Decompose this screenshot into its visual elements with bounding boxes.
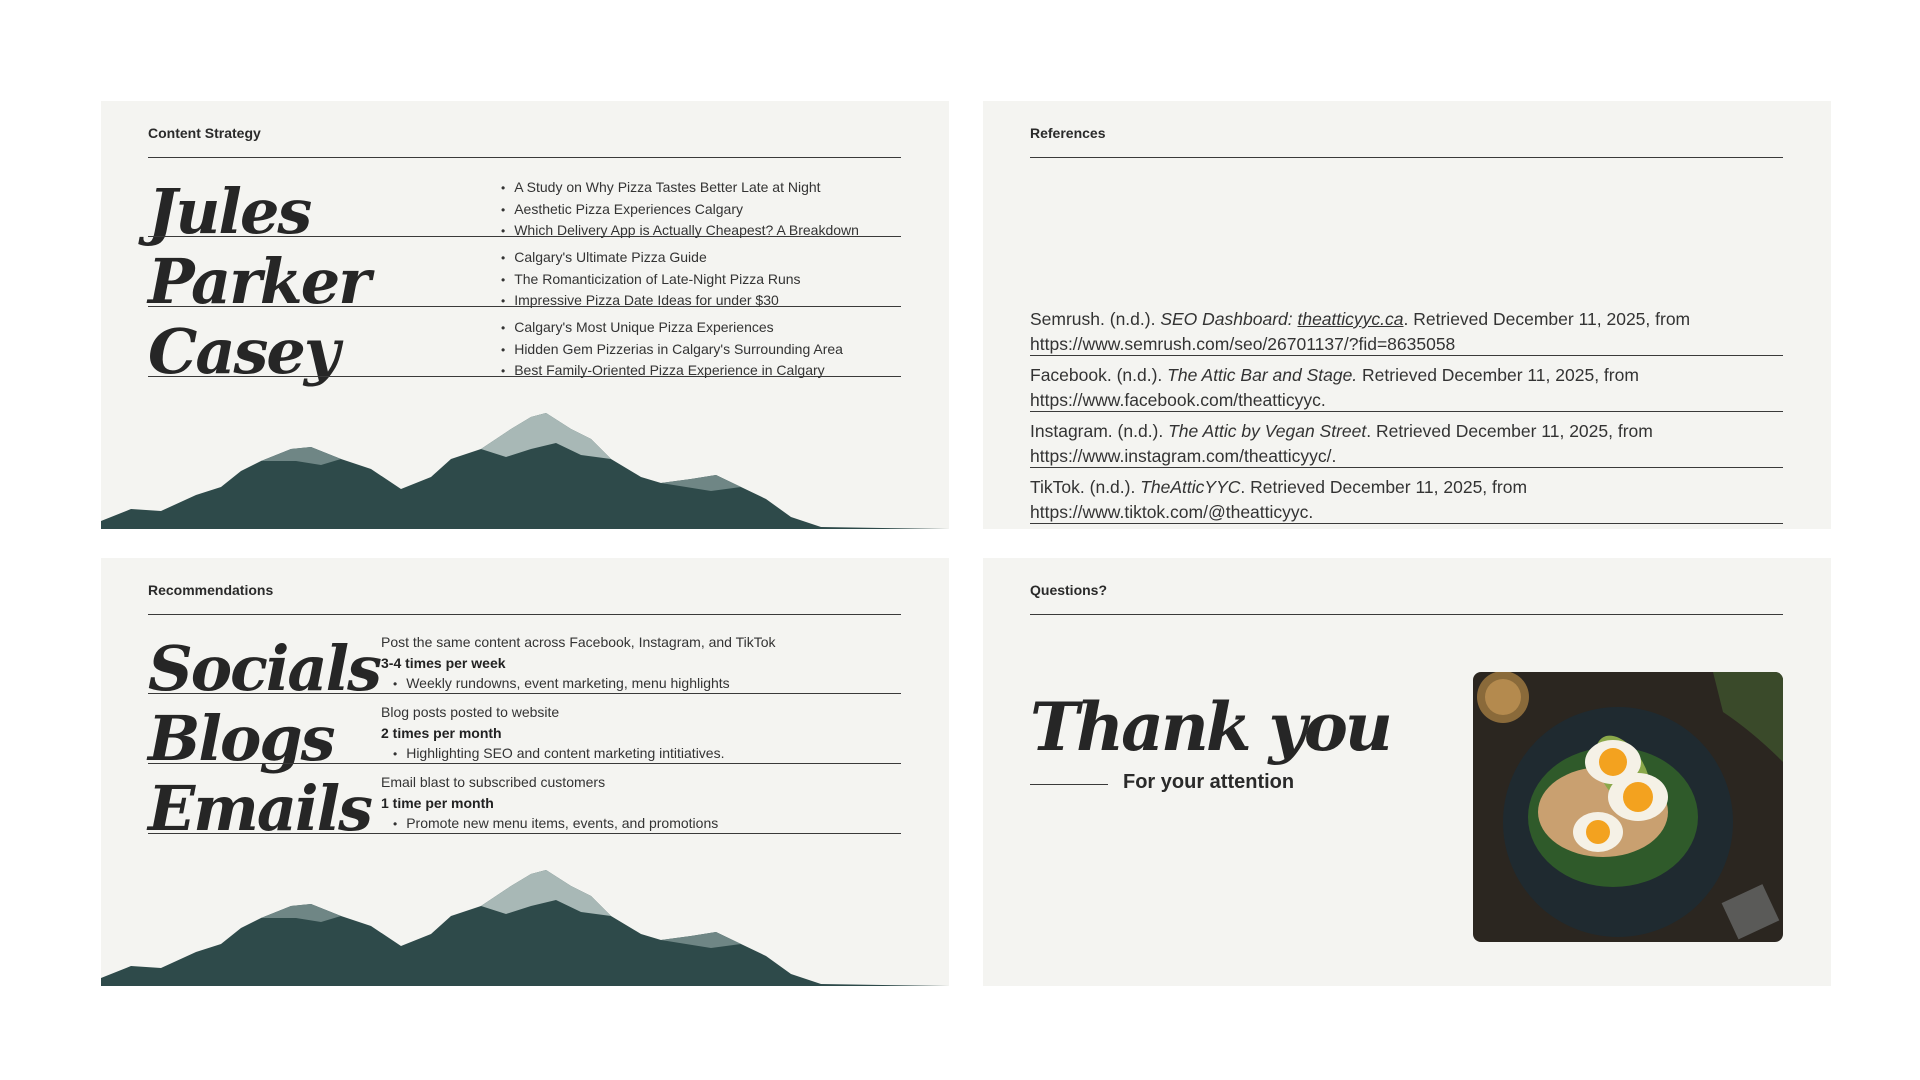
- reference-lead: Instagram. (n.d.).: [1030, 421, 1169, 441]
- channel-heading: Emails: [148, 772, 372, 845]
- divider: [148, 376, 901, 377]
- divider: [1030, 614, 1783, 615]
- slide-title: Content Strategy: [148, 125, 261, 141]
- channel-frequency: 2 times per month: [381, 724, 502, 741]
- channel-description: Blog posts posted to website: [381, 704, 560, 720]
- slide-recommendations[interactable]: [101, 558, 949, 986]
- reference-entry: [1030, 475, 1527, 525]
- divider: [148, 833, 901, 834]
- list-item: • Hidden Gem Pizzerias in Calgary's Surrounding Area: [501, 339, 843, 361]
- reference-title: The Attic Bar and Stage.: [1167, 365, 1358, 385]
- divider: [1030, 523, 1783, 524]
- reference-url[interactable]: https://www.facebook.com/theatticyyc.: [1030, 390, 1326, 410]
- slide-content-strategy[interactable]: [101, 101, 949, 529]
- reference-lead: Facebook. (n.d.).: [1030, 365, 1168, 385]
- list-item: • Calgary's Ultimate Pizza Guide: [501, 247, 801, 269]
- reference-url[interactable]: https://www.semrush.com/seo/26701137/?fid=8635058: [1030, 334, 1456, 354]
- slide-references[interactable]: [983, 101, 1831, 529]
- mountain-range-image: [101, 856, 949, 986]
- channel-description: Post the same content across Facebook, Instagram, and TikTok: [381, 634, 776, 650]
- reference-entry: [1030, 363, 1639, 413]
- channel-details: [381, 702, 724, 765]
- divider: [148, 306, 901, 307]
- topic-list: [501, 317, 843, 382]
- divider: [148, 236, 901, 237]
- divider: [148, 157, 901, 158]
- attention-subtitle: For your attention: [1123, 771, 1295, 793]
- list-item: • Best Family-Oriented Pizza Experience in Calgary: [501, 360, 843, 382]
- name-heading: Jules: [148, 175, 311, 248]
- reference-site: theatticyyc.ca: [1297, 309, 1404, 329]
- channel-heading: Blogs: [148, 702, 334, 775]
- reference-title: SEO Dashboard:: [1160, 309, 1298, 329]
- reference-entry: [1030, 419, 1653, 469]
- reference-tail: . Retrieved December 11, 2025, from: [1403, 309, 1691, 329]
- channel-detail: • Promote new menu items, events, and promotions: [381, 813, 718, 835]
- slide-title: Questions?: [1030, 582, 1108, 598]
- list-item: • Which Delivery App is Actually Cheapest? A Breakdown: [501, 220, 859, 242]
- slide-questions[interactable]: [983, 558, 1831, 986]
- reference-lead: Semrush. (n.d.).: [1030, 309, 1161, 329]
- divider: [1030, 411, 1783, 412]
- accent-line: [1030, 784, 1108, 785]
- reference-lead: TikTok. (n.d.).: [1030, 477, 1141, 497]
- mountain-range-image: [101, 399, 949, 529]
- divider: [148, 763, 901, 764]
- divider: [1030, 467, 1783, 468]
- name-heading: Casey: [148, 315, 338, 388]
- slide-title: References: [1030, 125, 1106, 141]
- reference-url[interactable]: https://www.tiktok.com/@theatticyyc.: [1030, 502, 1314, 522]
- divider: [1030, 355, 1783, 356]
- channel-details: [381, 632, 776, 695]
- slide-title: Recommendations: [148, 582, 274, 598]
- list-item: • The Romanticization of Late-Night Pizza Runs: [501, 269, 801, 291]
- channel-heading: Socials: [148, 632, 381, 705]
- name-heading: Parker: [148, 245, 369, 318]
- list-item: • Calgary's Most Unique Pizza Experiences: [501, 317, 843, 339]
- channel-frequency: 3-4 times per week: [381, 654, 506, 671]
- reference-url[interactable]: https://www.instagram.com/theatticyyc/.: [1030, 446, 1337, 466]
- list-item: • Aesthetic Pizza Experiences Calgary: [501, 199, 859, 221]
- reference-tail: . Retrieved December 11, 2025, from: [1240, 477, 1528, 497]
- reference-title: TheAtticYYC: [1140, 477, 1241, 497]
- list-item: • A Study on Why Pizza Tastes Better Late at Night: [501, 177, 859, 199]
- divider: [1030, 157, 1783, 158]
- topic-list: [501, 177, 859, 242]
- egg-avocado-toast-photo: [1473, 672, 1783, 942]
- topic-list: [501, 247, 801, 312]
- list-item: • Impressive Pizza Date Ideas for under $30: [501, 290, 801, 312]
- channel-detail: • Weekly rundowns, event marketing, menu highlights: [381, 673, 776, 695]
- divider: [148, 693, 901, 694]
- reference-tail: Retrieved December 11, 2025, from: [1357, 365, 1639, 385]
- channel-detail: • Highlighting SEO and content marketing intitiatives.: [381, 743, 724, 765]
- reference-title: The Attic by Vegan Street: [1168, 421, 1367, 441]
- channel-description: Email blast to subscribed customers: [381, 774, 606, 790]
- channel-frequency: 1 time per month: [381, 794, 494, 811]
- channel-details: [381, 772, 718, 835]
- thank-you-heading: Thank you: [1030, 688, 1390, 766]
- divider: [148, 614, 901, 615]
- reference-entry: [1030, 307, 1690, 357]
- reference-tail: . Retrieved December 11, 2025, from: [1366, 421, 1653, 441]
